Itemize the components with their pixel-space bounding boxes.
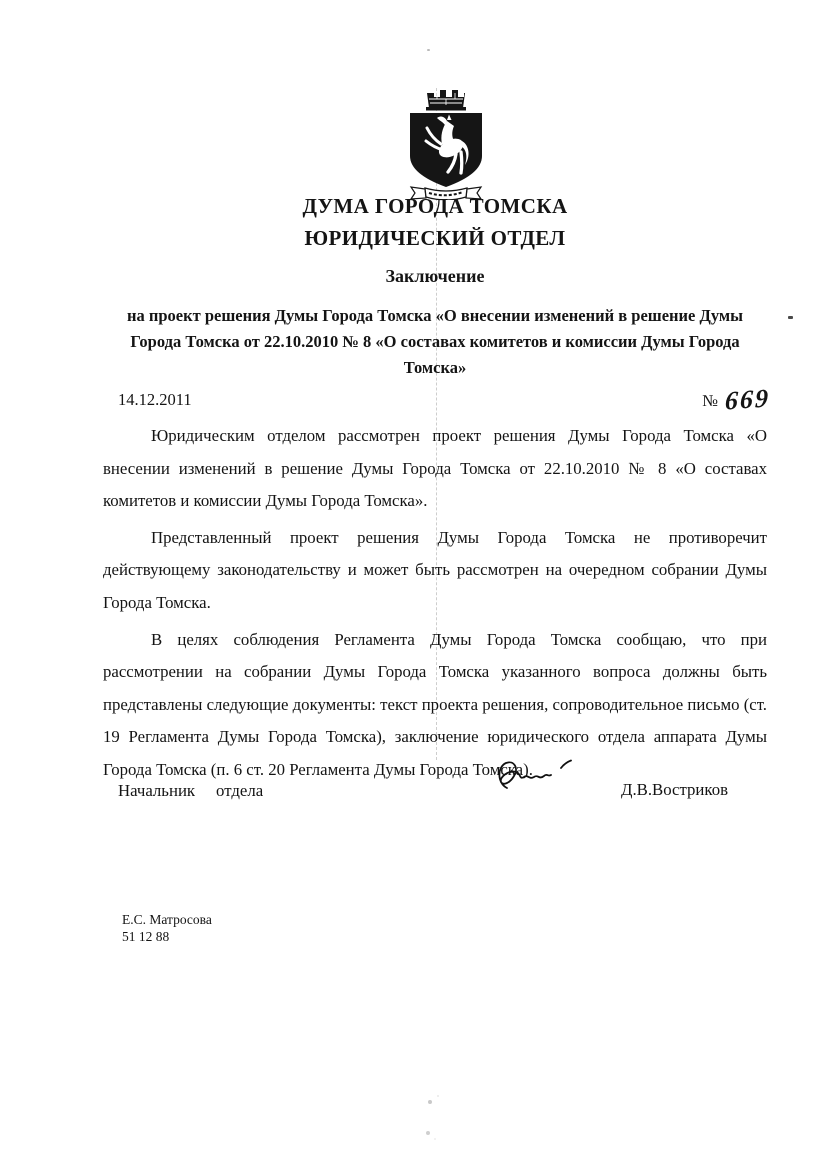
scan-artifact xyxy=(788,316,793,319)
document-type-title: Заключение xyxy=(385,266,485,286)
document-number xyxy=(702,383,771,416)
body-paragraph-1: Юридическим отделом рассмотрен проект решения Думы Города Томска «О внесении изменений в решение Думы Города Томска от 22.10.2010 № 8 «О составах комитетов и комиссии Думы Города Томска». xyxy=(103,426,767,511)
body-paragraph-3: В целях соблюдения Регламента Думы Города Томска сообщаю, что при рассмотрении на собрании Думы Города Томска указанного вопроса должны быть представлены следующие документы: текст проекта решения, сопроводительное письмо (ст. 19 Регламента Думы Города Томска), заключение юридического отдела аппарата Думы Города Томска (п. 6 ст. 20 Регламента Думы Города Томска). xyxy=(103,629,767,779)
department-name: ЮРИДИЧЕСКИЙ ОТДЕЛ xyxy=(304,226,566,250)
date-number-row xyxy=(118,383,771,416)
signatory-position: Начальник отдела xyxy=(118,781,264,800)
scan-artifact xyxy=(426,1131,430,1135)
document-footer xyxy=(122,911,212,945)
scan-artifact xyxy=(427,49,430,51)
document-body xyxy=(103,420,767,791)
body-paragraph-2: Представленный проект решения Думы Города Томска не противоречит действующему законодательству и может быть рассмотрен на очередном собрании Думы Города Томска. xyxy=(103,527,767,612)
handwritten-number: 669 xyxy=(724,383,771,416)
executor-name: Е.С. Матросова xyxy=(122,912,212,927)
executor-phone: 51 12 88 xyxy=(122,929,170,944)
tomsk-coat-of-arms-icon xyxy=(396,84,496,200)
document-subject: на проект решения Думы Города Томска «О внесении изменений в решение Думы Города Томска от 22.10.2010 № 8 «О составах комитетов и комиссии Думы Города Томска» xyxy=(126,306,744,377)
handwritten-signature-icon xyxy=(493,755,585,797)
scan-artifact xyxy=(428,1100,432,1104)
organization-name: ДУМА ГОРОДА ТОМСКА xyxy=(302,194,568,218)
number-sign: № xyxy=(702,391,718,410)
document-date: 14.12.2011 xyxy=(118,390,192,409)
signatory-name: Д.В.Востриков xyxy=(621,780,729,799)
